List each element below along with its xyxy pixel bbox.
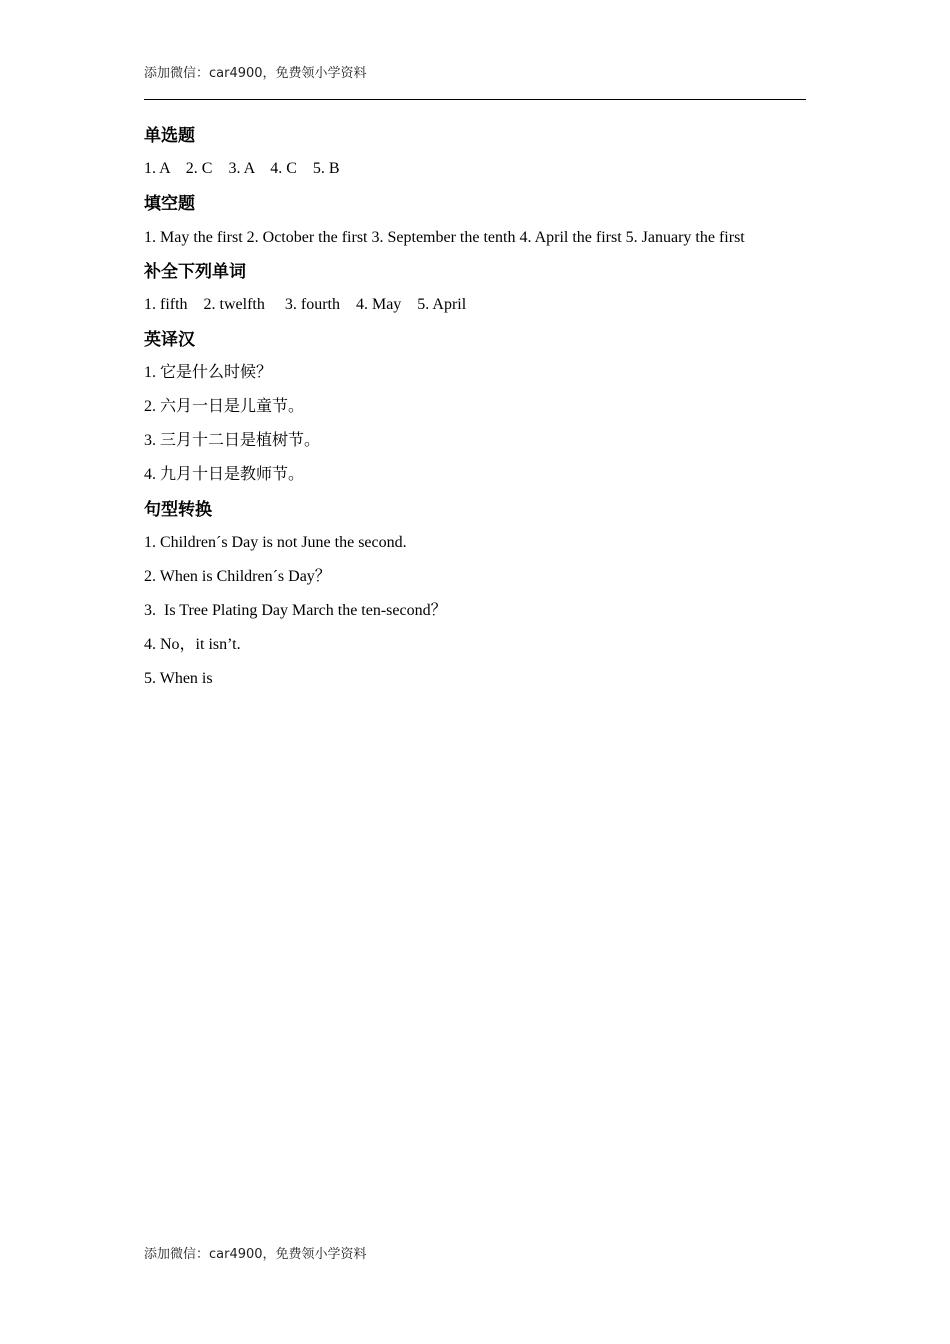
answer-line: 1. 它是什么时候？ <box>144 364 273 381</box>
answer-line: 1. A 2. C 3. A 4. C 5. B <box>144 160 340 177</box>
answer-content <box>144 122 806 700</box>
answer-line: 2. When is Children´s Day？ <box>144 568 331 585</box>
answer-line: 4. No，it isn’t. <box>144 636 241 653</box>
answer-line: 3. Is Tree Plating Day March the ten-second？ <box>144 602 447 619</box>
page-header: 添加微信：car4900，免费领小学资料 <box>144 66 367 81</box>
section-heading: 填空题 <box>144 194 195 214</box>
section-fill-blank <box>144 190 806 256</box>
answer-line: 4. 九月十日是教师节。 <box>144 466 305 483</box>
section-heading: 句型转换 <box>144 500 212 520</box>
page-footer: 添加微信：car4900，免费领小学资料 <box>144 1247 367 1262</box>
section-sentence-transform <box>144 496 806 692</box>
answer-line: 1. May the first 2. October the first 3. September the tenth 4. April the first 5. January the first <box>144 229 745 246</box>
answer-line: 3. 三月十二日是植树节。 <box>144 432 321 449</box>
section-heading: 补全下列单词 <box>144 262 246 282</box>
answer-line: 1. fifth 2. twelfth 3. fourth 4. May 5. April <box>144 296 467 313</box>
header-divider <box>144 99 806 100</box>
section-complete-words <box>144 258 806 318</box>
answer-line: 1. Children´s Day is not June the second. <box>144 534 407 551</box>
answer-line: 5. When is <box>144 670 213 687</box>
answer-line: 2. 六月一日是儿童节。 <box>144 398 305 415</box>
section-heading: 英译汉 <box>144 330 195 350</box>
section-single-choice <box>144 122 806 182</box>
section-english-to-chinese <box>144 326 806 488</box>
section-heading: 单选题 <box>144 126 195 146</box>
